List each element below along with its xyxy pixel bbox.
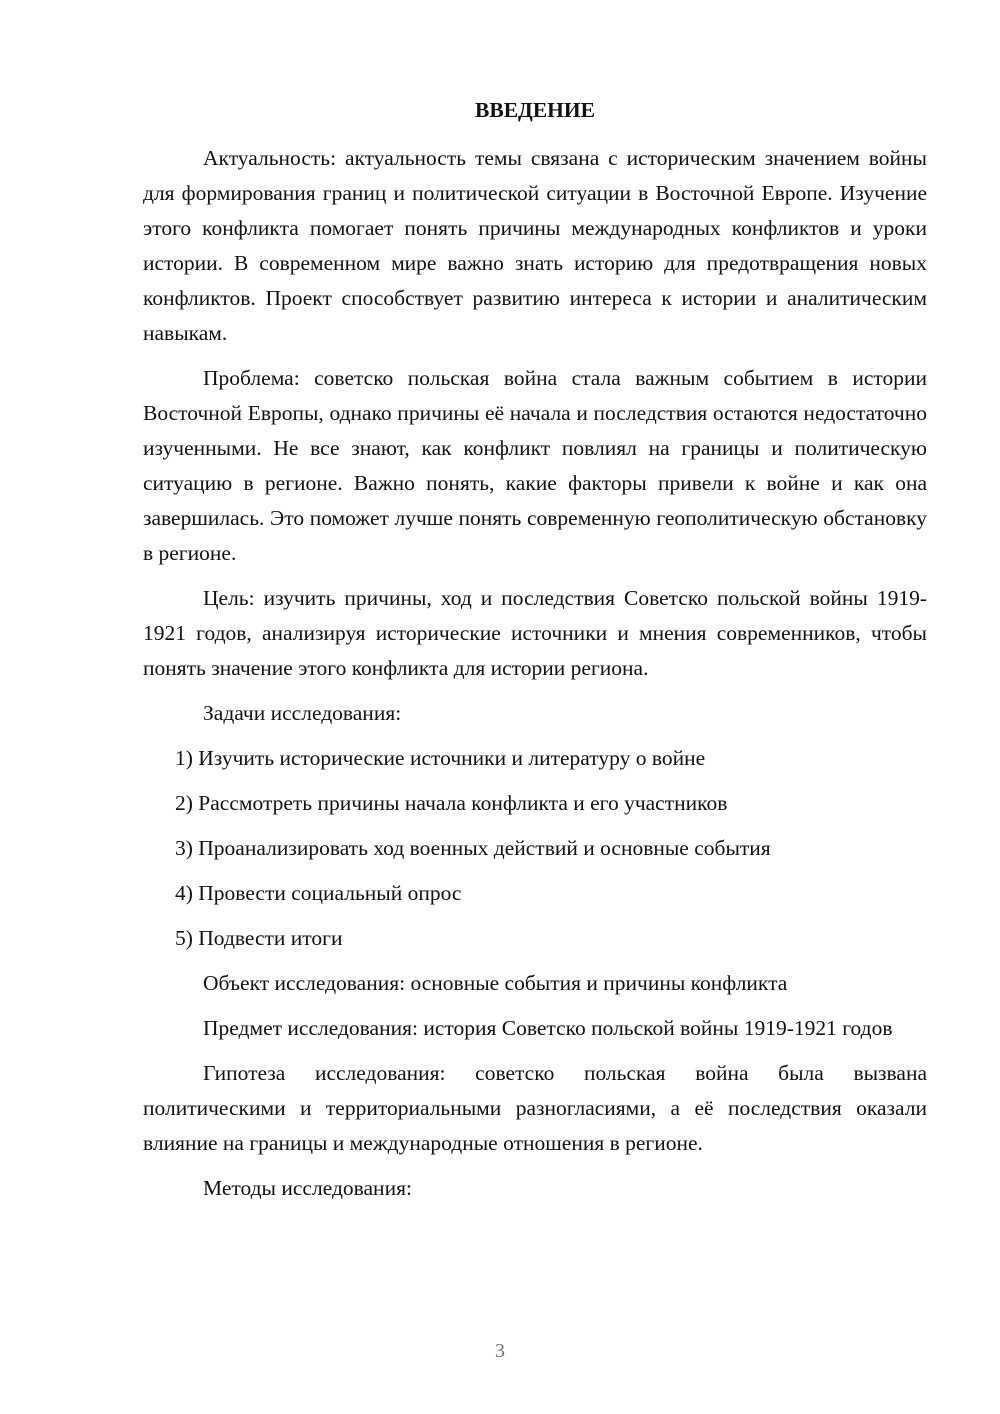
task-item-3: 3) Проанализировать ход военных действий и основные события <box>175 836 771 860</box>
task-item-4: 4) Провести социальный опрос <box>175 881 462 905</box>
paragraph-goal: Цель: изучить причины, ход и последствия Советско польской войны 1919-1921 годов, анализируя исторические источники и мнения современников, чтобы понять значение этого конфликта для истории региона. <box>143 586 927 680</box>
tasks-heading: Задачи исследования: <box>203 701 402 725</box>
paragraph-problem: Проблема: советско польская война стала важным событием в истории Восточной Европы, однако причины её начала и последствия остаются недостаточно изученными. Не все знают, как конфликт повлиял на границы и политическую ситуацию в регионе. Важно понять, какие факторы привели к войне и как она завершилась. Это поможет лучше понять современную геополитическую обстановку в регионе. <box>143 366 927 565</box>
paragraph-object: Объект исследования: основные события и причины конфликта <box>203 971 788 995</box>
paragraph-hypothesis: Гипотеза исследования: советско польская война была вызвана политическими и территориальными разногласиями, а её последствия оказали влияние на границы и международные отношения в регионе. <box>143 1061 927 1155</box>
page-number: 3 <box>495 1340 505 1362</box>
task-item-1: 1) Изучить исторические источники и литературу о войне <box>175 746 706 770</box>
page-content <box>143 93 927 1216</box>
task-item-2: 2) Рассмотреть причины начала конфликта и его участников <box>175 791 728 815</box>
paragraph-subject: Предмет исследования: история Советско польской войны 1919-1921 годов <box>203 1016 893 1040</box>
task-item-5: 5) Подвести итоги <box>175 926 343 950</box>
methods-heading: Методы исследования: <box>203 1176 412 1200</box>
section-title: ВВЕДЕНИЕ <box>475 98 595 122</box>
paragraph-relevance: Актуальность: актуальность темы связана с историческим значением войны для формирования границ и политической ситуации в Восточной Европе. Изучение этого конфликта помогает понять причины международных конфликтов и уроки истории. В современном мире важно знать историю для предотвращения новых конфликтов. Проект способствует развитию интереса к истории и аналитическим навыкам. <box>143 146 927 345</box>
